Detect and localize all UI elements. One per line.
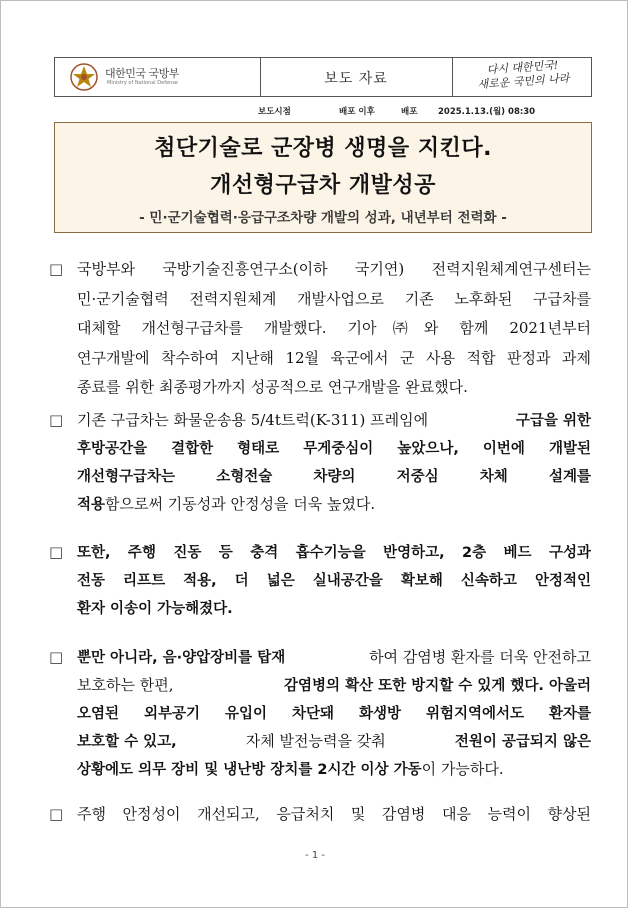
headline: 첨단기술로 군장병 생명을 지킨다. <box>154 136 492 161</box>
text-line: 주행 안정성이 개선되고, 응급처치 및 감염병 대응 능력이 향상된 <box>77 805 591 823</box>
bold-text: 적용 <box>77 497 106 513</box>
bold-line: 환자 이송이 가능해졌다. <box>77 601 233 617</box>
bullet-box: □ <box>49 805 64 823</box>
text-line: 종료를 위한 최종평가까지 성공적으로 연구개발을 완료했다. <box>77 378 468 396</box>
bullet-box: □ <box>49 260 64 278</box>
regular-text: 이 가능하다. <box>421 760 504 778</box>
regular-text: 보호하는 한편, <box>77 676 174 694</box>
slogan-line2: 새로운 국민의 나라 <box>477 71 570 92</box>
bold-text: 상황에도 의무 장비 및 냉난방 장치를 2시간 이상 가동 <box>77 762 422 778</box>
org-name: 대한민국 국방부 <box>105 67 179 80</box>
text-line <box>77 409 591 430</box>
headline-2: 개선형구급차 개발성공 <box>210 173 436 198</box>
doc-type: 보도 자료 <box>324 71 388 87</box>
release-distribute-label: 배포 <box>401 107 418 117</box>
text-line: 대체할 개선형구급차를 개발했다. 기아㈜와 함께 2021년부터 <box>77 319 591 337</box>
slogan-line1: 다시 대한민국! <box>486 58 559 77</box>
bold-line: 전동 리프트 적용, 더 넓은 실내공간을 확보해 신속하고 안정적인 <box>77 573 591 589</box>
bold-text: 뿐만 아니라, 음·양압장비를 탑재 <box>77 650 286 666</box>
text-line: 국방부와 국방기술진흥연구소(이하 국기연) 전력지원체계연구센터는 <box>77 260 591 278</box>
ministry-emblem-icon <box>69 62 99 92</box>
bullet-box: □ <box>49 543 64 561</box>
org-name-en: Ministry of National Defense <box>107 80 178 86</box>
press-header <box>54 57 592 97</box>
bold-text: 전원이 공급되지 않은 <box>454 734 591 750</box>
release-embargo: 배포 이후 <box>339 107 375 117</box>
release-date: 2025.1.13.(월) 08:30 <box>438 107 536 117</box>
bold-text: 구급을 위한 <box>515 413 591 429</box>
regular-text: 하여 감염병 환자를 더욱 안전하고 <box>369 648 591 666</box>
regular-text: 자체 발전능력을 갖춰 <box>245 732 386 750</box>
bullet-box: □ <box>49 648 64 666</box>
header-divider <box>452 58 453 96</box>
bold-line: 또한, 주행 진동 등 충격 흡수기능을 반영하고, 2층 베드 구성과 <box>77 545 591 561</box>
title-box <box>54 122 592 233</box>
text-line <box>77 758 591 779</box>
text-line <box>77 730 591 751</box>
bold-text: 보호할 수 있고, <box>77 734 177 750</box>
regular-text: 기존 구급차는 화물운송용 5/4t트럭(K-311) 프레임에 <box>77 411 429 429</box>
slogan <box>456 56 590 93</box>
regular-text: 함으로써 기동성과 안정성을 더욱 높였다. <box>105 495 376 513</box>
text-line: 연구개발에 착수하여 지난해 12월 육군에서 군 사용 적합 판정과 과제 <box>77 349 591 367</box>
subtitle: - 민·군기술협력·응급구조차량 개발의 성과, 내년부터 전력화 - <box>139 210 507 226</box>
bullet-box: □ <box>49 411 64 429</box>
release-label: 보도시점 <box>258 107 291 117</box>
bold-text: 감염병의 확산 또한 방지할 수 있게 했다. 아울러 <box>284 678 591 694</box>
text-line <box>77 646 591 667</box>
text-line <box>77 674 591 695</box>
text-line <box>77 493 591 514</box>
bold-line: 개선형구급차는 소형전술 차량의 저중심 차체 설계를 <box>77 469 591 485</box>
page-number: - 1 - <box>305 850 325 861</box>
bold-line: 오염된 외부공기 유입이 차단돼 화생방 위험지역에서도 환자를 <box>77 706 591 722</box>
bold-line: 후방공간을 결합한 형태로 무게중심이 높았으나, 이번에 개발된 <box>77 441 591 457</box>
text-line: 민·군기술협력 전력지원체계 개발사업으로 기존 노후화된 구급차를 <box>77 290 591 308</box>
